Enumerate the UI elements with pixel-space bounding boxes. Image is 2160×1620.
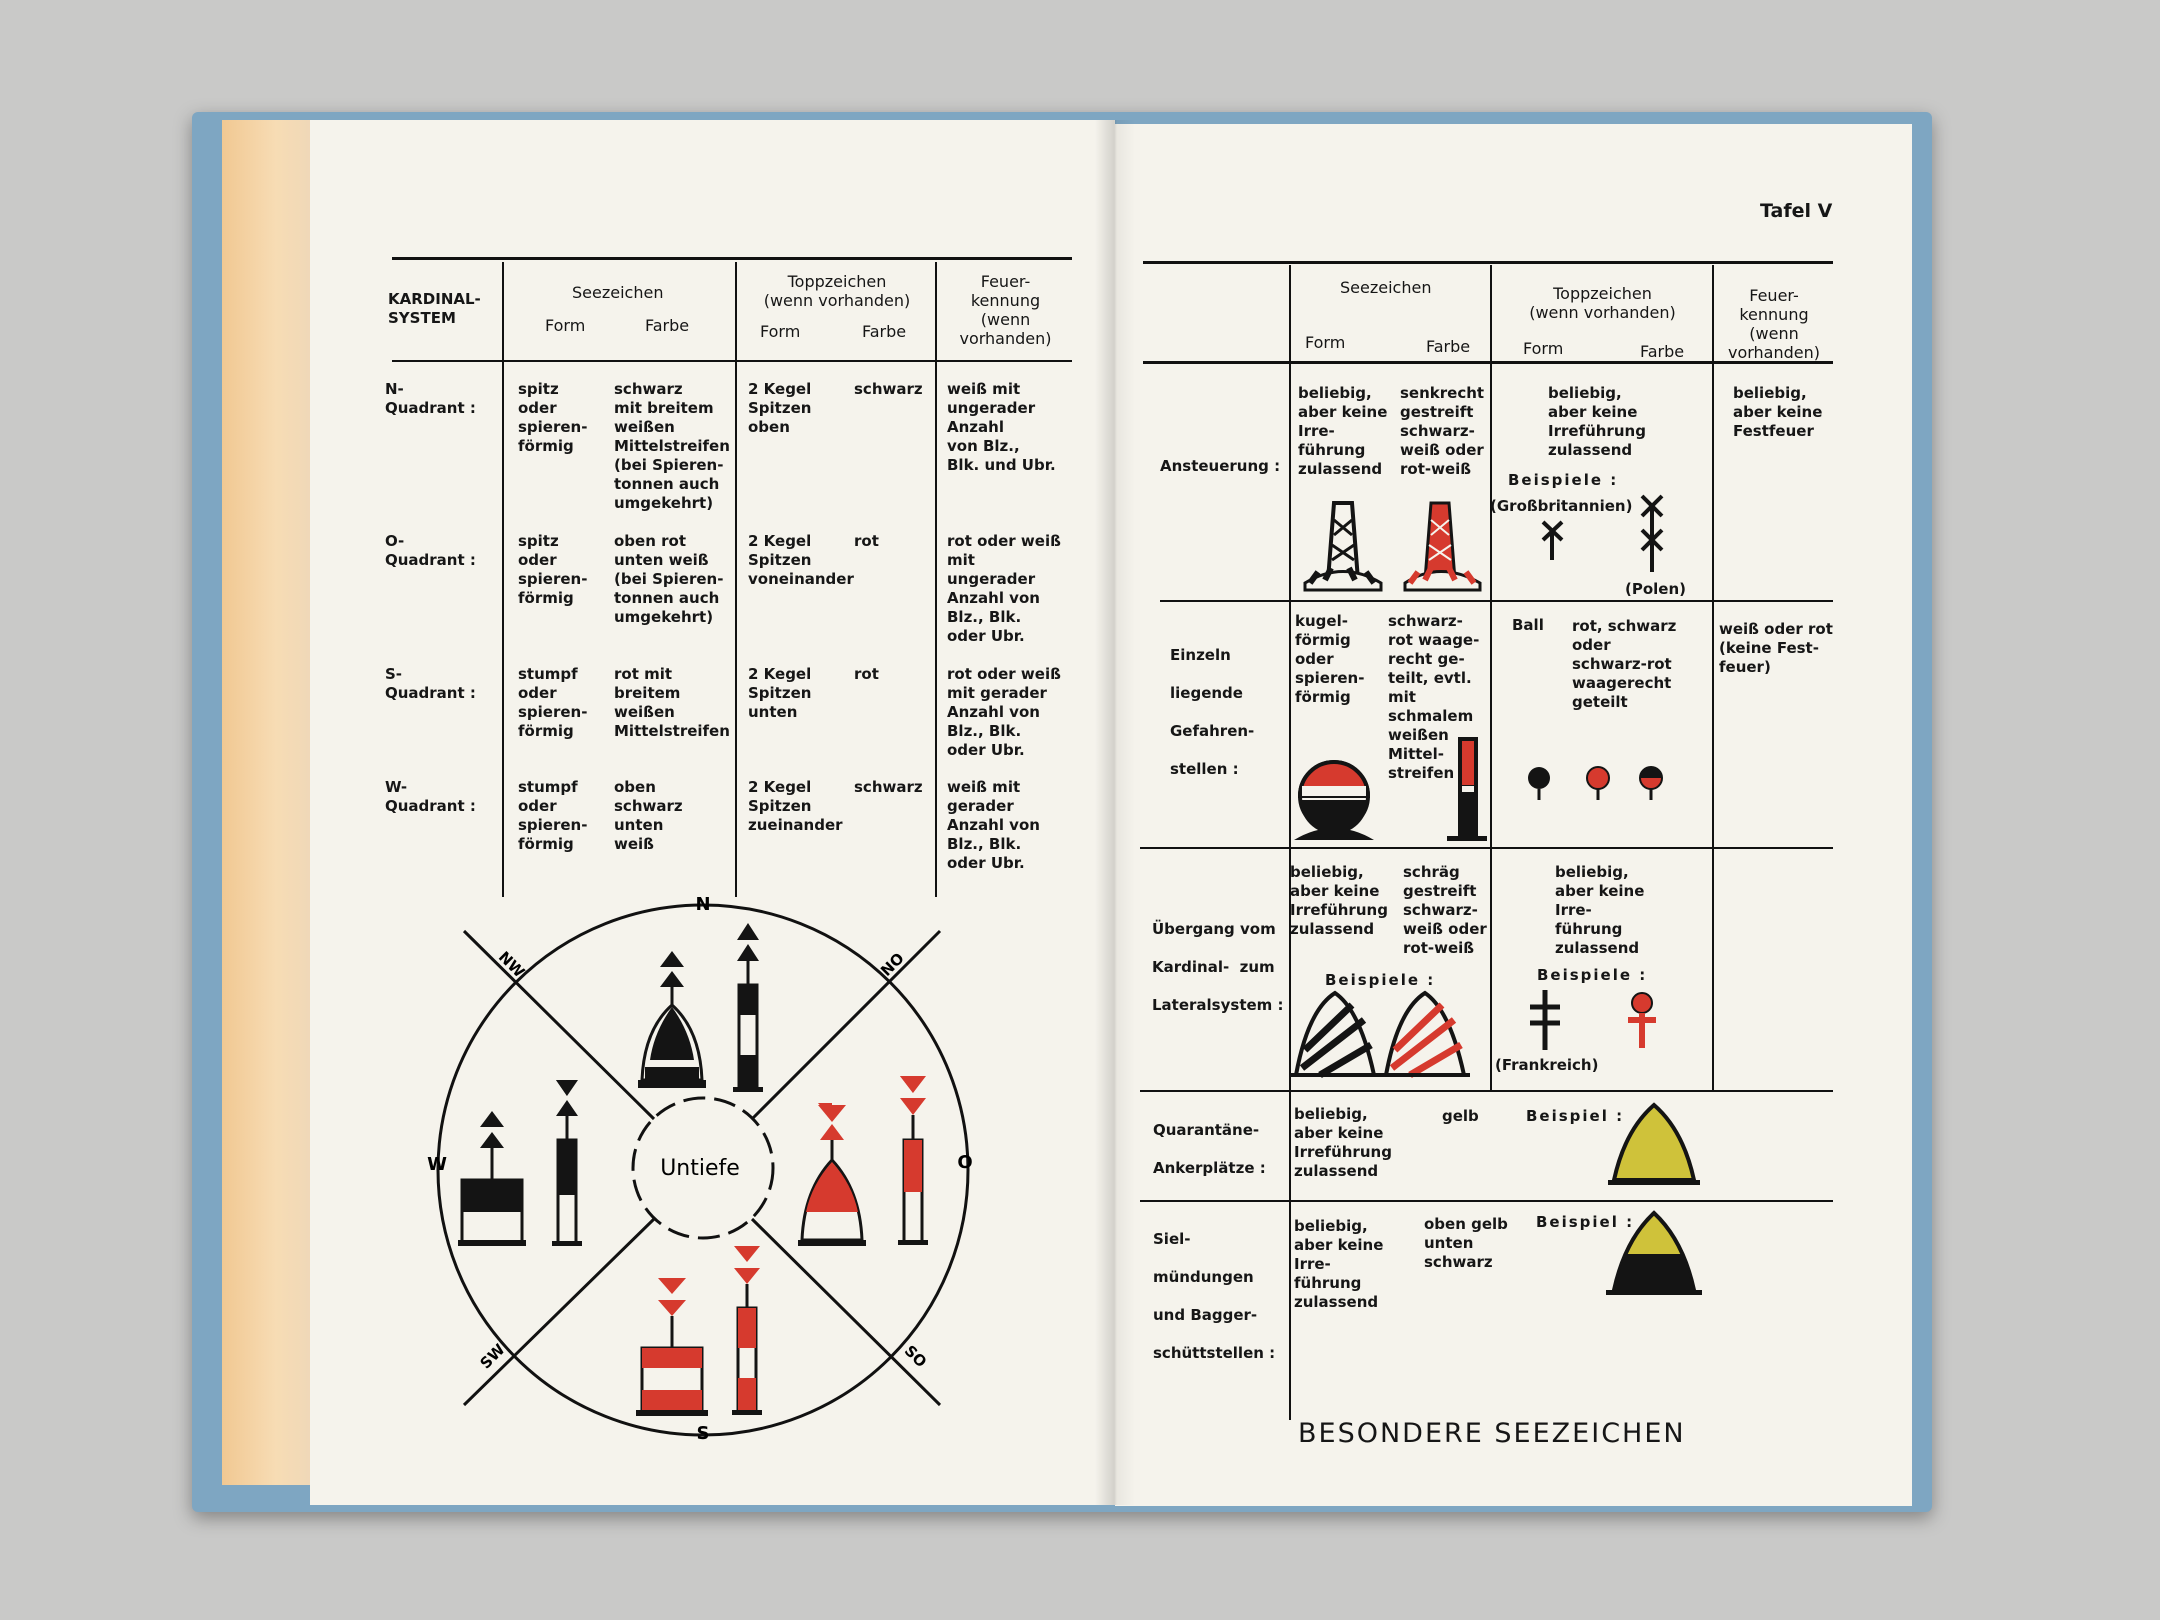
cell-topp-farbe-w: schwarz [854, 778, 923, 796]
compass-so: SO [900, 1341, 931, 1372]
cell-feuer-ansteuerung: beliebig, aber keine Festfeuer [1733, 384, 1823, 440]
compass-s: S [696, 1423, 710, 1444]
header-system: KARDINAL- SYSTEM [388, 290, 481, 327]
cell-farbe-o: oben rot unten weiß (bei Spieren- tonnen auch umgekehrt) [614, 532, 724, 626]
row-label-quarantaene: Quarantäne- Ankerplätze : [1153, 1121, 1266, 1177]
cell-feuer-n: weiß mit ungerader Anzahl von Blz., Blk. und Ubr. [947, 380, 1056, 474]
compass-center-label: Untiefe [660, 1156, 740, 1181]
header-form-r: Form [1305, 333, 1346, 352]
cell-form-s: stumpf oder spieren- förmig [518, 665, 588, 740]
spherical-danger-buoy-icon [1294, 762, 1374, 840]
header-topp-farbe-r: Farbe [1640, 342, 1685, 361]
example-country-france: (Frankreich) [1495, 1056, 1599, 1074]
compass-sw: SW [476, 1340, 509, 1373]
compass-w: W [427, 1154, 447, 1175]
examples-label-ansteuerung: Beispiele : [1508, 471, 1619, 489]
header-farbe-r: Farbe [1426, 337, 1471, 356]
cell-form-n: spitz oder spieren- förmig [518, 380, 588, 455]
ball-topmark-red-icon [1587, 767, 1609, 800]
cell-topp-form-gefahrenstellen: Ball [1512, 616, 1544, 634]
compass-o: O [957, 1152, 973, 1173]
yellow-black-buoy-icon [1606, 1213, 1702, 1295]
yellow-spitz-buoy-icon [1608, 1105, 1700, 1185]
row-label-o: O- Quadrant : [385, 532, 476, 569]
header-farbe: Farbe [645, 316, 690, 335]
example-country-poland: (Polen) [1625, 580, 1687, 598]
header-topp-form-r: Form [1523, 339, 1564, 358]
header-form: Form [545, 316, 586, 335]
example-label-quarantaene: Beispiel : [1526, 1107, 1625, 1125]
row-label-gefahrenstellen: Einzeln liegende Gefahren- stellen : [1170, 646, 1255, 778]
cell-farbe-uebergang: schräg gestreift schwarz- weiß oder rot-weiß [1403, 863, 1487, 957]
row-label-w: W- Quadrant : [385, 778, 476, 815]
cell-topp-farbe-o: rot [854, 532, 879, 550]
cell-farbe-n: schwarz mit breitem weißen Mittelstreifen (bei Spieren- tonnen auch umgekehrt) [614, 380, 730, 512]
french-double-bar-topmark-icon [1530, 990, 1560, 1050]
diagonal-black-white-buoy-icon [1290, 993, 1380, 1077]
double-cross-topmark-icon [1642, 496, 1662, 572]
cell-feuer-gefahrenstellen: weiß oder rot (keine Fest- feuer) [1719, 620, 1833, 676]
cell-farbe-gefahrenstellen: schwarz- rot waage- recht ge- teilt, evtl. mit schmalem weißen Mittel- streifen [1388, 612, 1480, 782]
black-lattice-tower-icon [1305, 503, 1381, 590]
example-label-sielmuendungen: Beispiel : [1536, 1213, 1635, 1231]
row-label-sielmuendungen: Siel- mündungen und Bagger- schüttstellen : [1153, 1230, 1276, 1362]
cell-farbe-quarantaene: gelb [1442, 1107, 1479, 1125]
cell-form-sielmuendungen: beliebig, aber keine Irre- führung zulassend [1294, 1217, 1384, 1311]
plate-number: Tafel V [1760, 200, 1833, 222]
cell-topp-uebergang: beliebig, aber keine Irre- führung zulassend [1555, 863, 1645, 957]
compass-nw: NW [494, 947, 529, 982]
header-toppzeichen: Toppzeichen (wenn vorhanden) [763, 272, 911, 310]
cell-farbe-sielmuendungen: oben gelb unten schwarz [1424, 1215, 1508, 1271]
compass-n: N [695, 894, 711, 915]
compass-no: NO [877, 949, 908, 980]
cell-farbe-ansteuerung: senkrecht gestreift schwarz- weiß oder rot-weiß [1400, 384, 1485, 478]
examples-label-uebergang: Beispiele : [1325, 971, 1436, 989]
header-feuerkennung: Feuer- kennung (wenn vorhanden) [959, 272, 1052, 348]
row-label-n: N- Quadrant : [385, 380, 476, 417]
spar-danger-buoy-icon [1447, 737, 1487, 841]
cell-topp-form-n: 2 Kegel Spitzen oben [748, 380, 812, 436]
cell-topp-farbe-n: schwarz [854, 380, 923, 398]
cell-form-o: spitz oder spieren- förmig [518, 532, 588, 607]
cell-feuer-w: weiß mit gerader Anzahl von Blz., Blk. oder Ubr. [947, 778, 1040, 872]
french-red-topmark-icon [1628, 993, 1656, 1048]
cell-topp-farbe-s: rot [854, 665, 879, 683]
examples-label-uebergang-topp: Beispiele : [1537, 966, 1648, 984]
cell-form-quarantaene: beliebig, aber keine Irreführung zulassend [1294, 1105, 1392, 1180]
header-seezeichen-r: Seezeichen [1340, 278, 1432, 297]
diagonal-red-white-buoy-icon [1380, 993, 1470, 1077]
cell-farbe-s: rot mit breitem weißen Mittelstreifen [614, 665, 730, 740]
cell-topp-form-w: 2 Kegel Spitzen zueinander [748, 778, 843, 834]
cell-topp-form-o: 2 Kegel Spitzen voneinander [748, 532, 854, 588]
row-label-ansteuerung: Ansteuerung : [1160, 457, 1281, 475]
header-feuerkennung-r: Feuer- kennung (wenn vorhanden) [1727, 286, 1821, 362]
ball-topmark-black-red-icon [1640, 767, 1662, 800]
cell-form-w: stumpf oder spieren- förmig [518, 778, 588, 853]
cell-farbe-w: oben schwarz unten weiß [614, 778, 683, 853]
cell-form-uebergang: beliebig, aber keine Irreführung zulassend [1290, 863, 1388, 938]
cell-topp-form-s: 2 Kegel Spitzen unten [748, 665, 812, 721]
header-topp-farbe: Farbe [862, 322, 907, 341]
cell-form-ansteuerung: beliebig, aber keine Irre- führung zulassend [1298, 384, 1388, 478]
cell-topp-ansteuerung: beliebig, aber keine Irreführung zulassend [1548, 384, 1646, 459]
cell-feuer-o: rot oder weiß mit ungerader Anzahl von Blz., Blk. oder Ubr. [947, 532, 1061, 645]
header-topp-form: Form [760, 322, 801, 341]
row-label-uebergang: Übergang vom Kardinal- zum Lateralsystem : [1152, 920, 1284, 1014]
cell-feuer-s: rot oder weiß mit gerader Anzahl von Blz., Blk. oder Ubr. [947, 665, 1061, 759]
header-toppzeichen-r: Toppzeichen (wenn vorhanden) [1529, 284, 1676, 322]
header-seezeichen: Seezeichen [572, 283, 664, 302]
cell-topp-farbe-gefahrenstellen: rot, schwarz oder schwarz-rot waagerecht geteilt [1572, 617, 1677, 711]
row-label-s: S- Quadrant : [385, 665, 476, 702]
cell-form-gefahrenstellen: kugel- förmig oder spieren- förmig [1295, 612, 1365, 706]
section-title: BESONDERE SEEZEICHEN [1298, 1418, 1686, 1449]
st-andrews-cross-topmark-icon [1543, 522, 1562, 560]
red-lattice-tower-icon [1405, 503, 1480, 590]
ball-topmark-black-icon [1528, 767, 1550, 800]
example-country-gb: (Großbritannien) [1490, 497, 1633, 515]
